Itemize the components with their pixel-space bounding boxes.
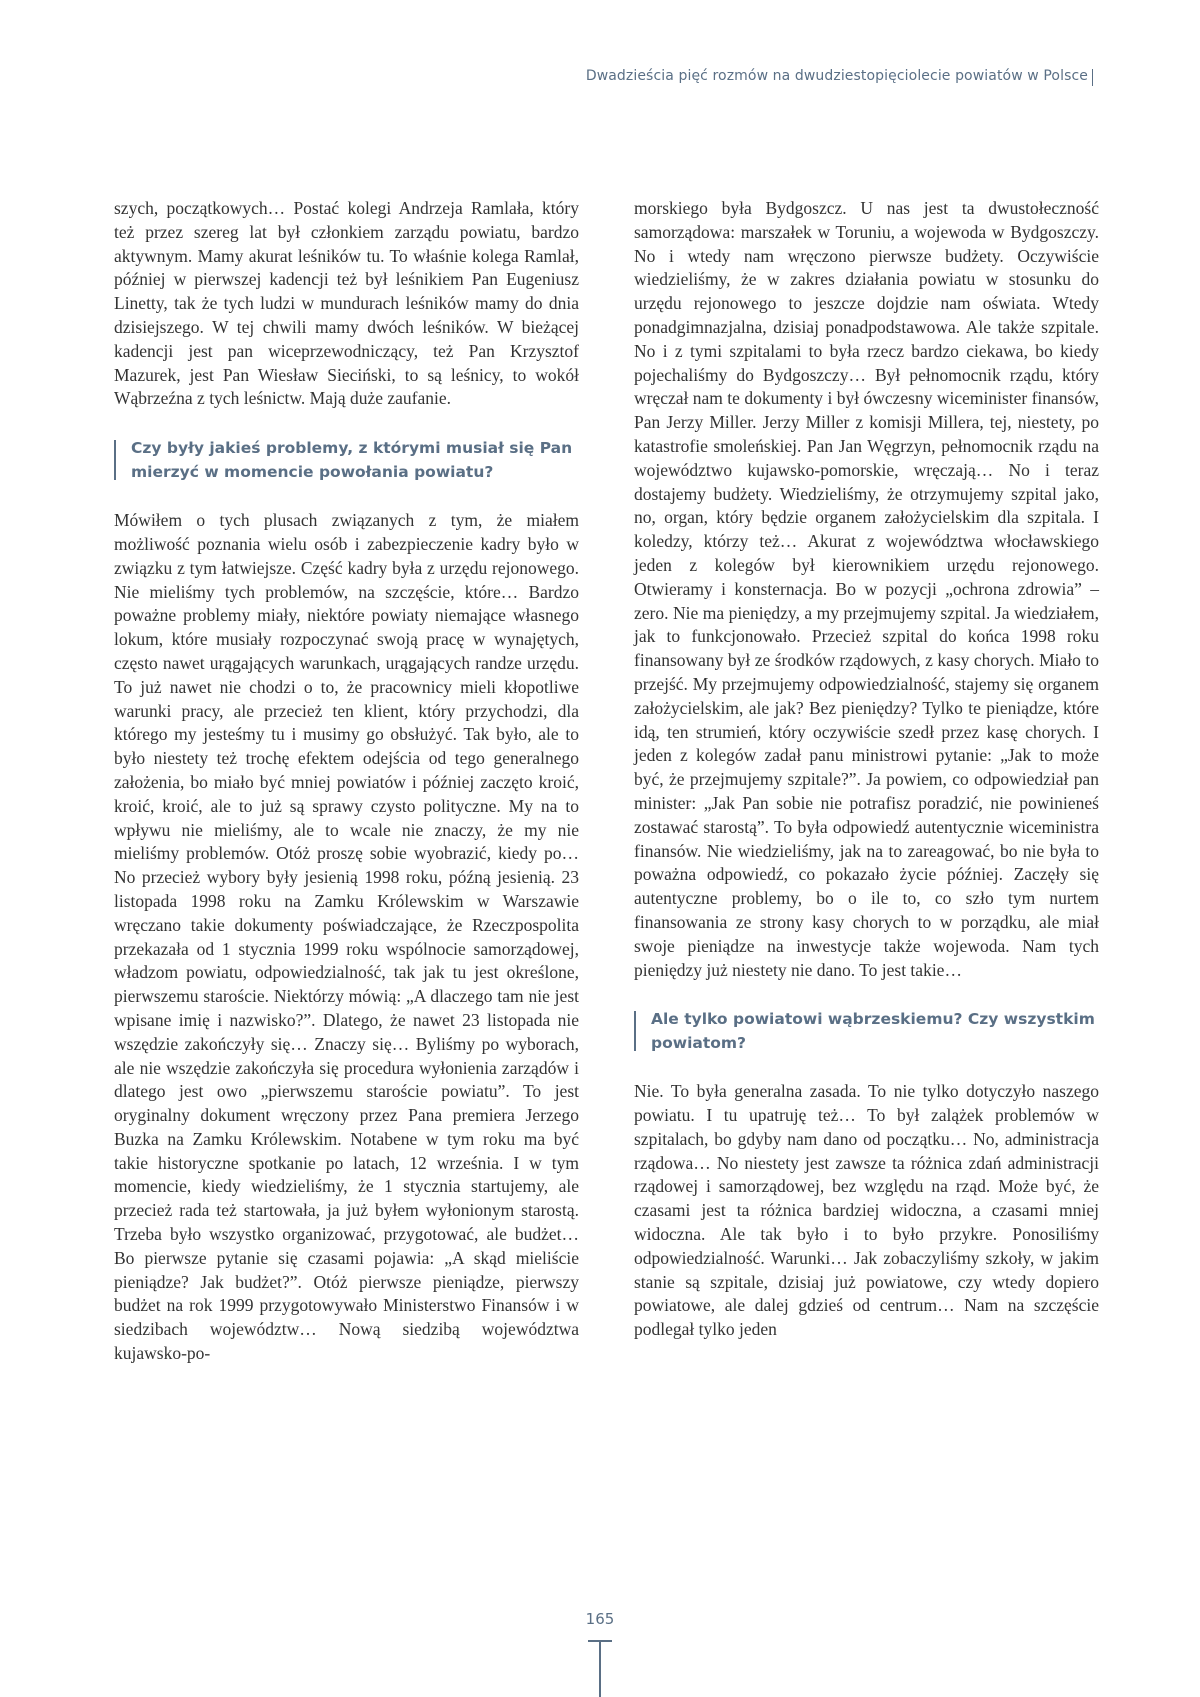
interview-question: Czy były jakieś problemy, z którymi musiał się Pan mierzyć w momencie powołania powiatu? bbox=[114, 436, 579, 484]
left-column bbox=[114, 197, 579, 1366]
page-marker-stem bbox=[599, 1640, 601, 1697]
body-paragraph: Mówiłem o tych plusach związanych z tym, że miałem możliwość poznania wielu osób i zabezpieczenie kadry było w związku z tym łatwiejsze. Część kadry była z urzędu rejonowego. Nie mieliśmy tych problemów, na szczęście, które… Bardzo poważne problemy miały, niektóre powiaty niemające własnego lokum, które musiały rozpoczynać swoją pracę w wynajętych, często nawet urągających warunkach, urągających randze urzędu. To już nawet nie chodzi o to, że pracownicy mieli kłopotliwe warunki pracy, ale przecież ten klient, który przychodzi, dla którego my jesteśmy tu i musimy go obsłużyć. Tak było, ale to było niestety też trochę efektem odejścia od tego generalnego założenia, bo miało być mniej powiatów i później zaczęto kroić, kroić, kroić, ale to już są sprawy czysto polityczne. My na to wpływu nie mieliśmy, ale to wcale nie znaczy, że my nie mieliśmy problemów. Otóż proszę sobie wyobrazić, kiedy po… No przecież wybory były jesienią 1998 roku, późną jesienią. 23 listopada 1998 roku na Zamku Królewskim w Warszawie wręczano takie dokumenty poświadczające, że Rzeczpospolita przekazała od 1 stycznia 1999 roku wspólnocie samorządowej, władzom powiatu, odpowiedzialność, tak jak tu jest określone, pierwszemu staroście. Niektórzy mówią: „A dlaczego tam nie jest wpisane imię i nazwisko?”. Dlatego, że nawet 23 listopada nie wszędzie zakończyły się… Znaczy się… Byliśmy po wyborach, ale nie wszędzie zakończyła się procedura wyłonienia zarządów i dlatego jest owo „pierwszemu staroście powiatu”. To jest oryginalny dokument wręczony przez Pana premiera Jerzego Buzka na Zamku Królewskim. Notabene w tym roku ma być takie historyczne spotkanie po latach, 12 września. I w tym momencie, kiedy wiedzieliśmy, że 1 stycznia startujemy, ale przecież rada też startowała, ja już byłem wyłonionym starostą. Trzeba było wszystko organizować, przygotować, ale budżet… Bo pierwsze pytanie się czasami pojawia: „A skąd mieliście pieniądze? Jak budżet?”. Otóż pierwsze pieniądze, pierwszy budżet na rok 1999 przygotowywało Ministerstwo Finansów i w siedzibach województw… Nową siedzibą województwa kujawsko-po- bbox=[114, 510, 579, 1364]
header-divider bbox=[1092, 69, 1094, 86]
right-column bbox=[634, 197, 1099, 1342]
interview-question: Ale tylko powiatowi wąbrzeskiemu? Czy wszystkim powiatom? bbox=[634, 1007, 1099, 1055]
body-paragraph: szych, początkowych… Postać kolegi Andrzeja Ramlała, który też przez szereg lat był członkiem zarządu powiatu, bardzo aktywnym. Mamy akurat leśników tu. To właśnie kolega Ramlał, później w pierwszej kadencji też był leśnikiem Pan Eugeniusz Linetty, tak że tych ludzi w mundurach leśników mamy do dnia dzisiejszego. W tej chwili mamy dwóch leśników. W bieżącej kadencji jest pan wiceprzewodniczący, też Pan Krzysztof Mazurek, jest Pan Wiesław Sieciński, to są leśnicy, to wokół Wąbrzeźna z tych leśnictw. Mają duże zaufanie. bbox=[114, 198, 579, 409]
body-paragraph: Nie. To była generalna zasada. To nie tylko dotyczyło naszego powiatu. I tu upatruję też… To był zalążek problemów w szpitalach, bo gdyby nam dano od początku… No, administracja rządowa… No niestety jest zawsze ta różnica zdań administracji rządowej i samorządowej, bez względu na rząd. Może być, że czasami jest ta różnica bardziej widoczna, a czasami mniej widoczna. Ale tak było i to było przykre. Ponosiliśmy odpowiedzialność. Warunki… Jak zobaczyliśmy szkoły, w jakim stanie są szpitale, dzisiaj już powiatowe, czy wtedy dopiero powiatowe, ale dalej gdzieś od centrum… Nam na szczęście podlegał tylko jeden bbox=[634, 1081, 1099, 1340]
page-number: 165 bbox=[585, 1610, 615, 1628]
body-paragraph: morskiego była Bydgoszcz. U nas jest ta dwustołeczność samorządowa: marszałek w Toruniu, a wojewoda w Bydgoszczy. No i wtedy nam wręczono pierwsze budżety. Oczywiście wiedzieliśmy, że w zakres działania powiatu w stosunku do urzędu rejonowego to jeszcze dojdzie nam oświata. Wtedy ponadgimnazjalna, dzisiaj ponadpodstawowa. Ale także szpitale. No i z tymi szpitalami to była rzecz bardzo ciekawa, bo kiedy pojechaliśmy do Bydgoszczy… Był pełnomocnik rządu, który wręczał nam te dokumenty i był ówczesny wiceminister finansów, Pan Jerzy Miller. Jerzy Miller z komisji Millera, tej, niestety, po katastrofie smoleńskiej. Pan Jan Węgrzyn, pełnomocnik rządu na województwo kujawsko-pomorskie, wręczają… No i teraz dostajemy budżety. Wiedzieliśmy, że otrzymujemy szpital jako, no, organ, który będzie organem założycielskim dla szpitala. I koledzy, którzy też… Akurat z województwa włocławskiego jeden z kolegów był kierownikiem urzędu rejonowego. Otwieramy i konsternacja. Bo w pozycji „ochrona zdrowia” – zero. Nie ma pieniędzy, a my przejmujemy szpital. Ja wiedziałem, jak to funkcjonowało. Przecież szpital do końca 1998 roku finansowany był ze środków rządowych, z kasy chorych. Miało to przejść. My przejmujemy odpowiedzialność, stajemy się organem założycielskim, ale jak? Bez pieniędzy? Tylko te pieniądze, które idą, ten strumień, który oczywiście szedł przez kasę chorych. I jeden z kolegów zadał panu ministrowi pytanie: „Jak to może być, że przejmujemy szpitale?”. Ja powiem, co odpowiedział pan minister: „Jak Pan sobie nie potrafisz poradzić, nie powinieneś zostawać starostą”. To była odpowiedź autentycznie wiceministra finansów. Nie wiedzieliśmy, jak na to zareagować, bo nie była to poważna odpowiedź, co pokazało życie później. Zaczęły się autentyczne problemy, bo o ile to, co szło tym nurtem finansowania ze strony kasy chorych to w porządku, ale miał swoje pieniądze na inwestycje także wojewoda. Nam tych pieniędzy już niestety nie dano. To jest takie… bbox=[634, 198, 1099, 980]
running-header-title: Dwadzieścia pięć rozmów na dwudziestopięciolecie powiatów w Polsce bbox=[585, 68, 1088, 84]
